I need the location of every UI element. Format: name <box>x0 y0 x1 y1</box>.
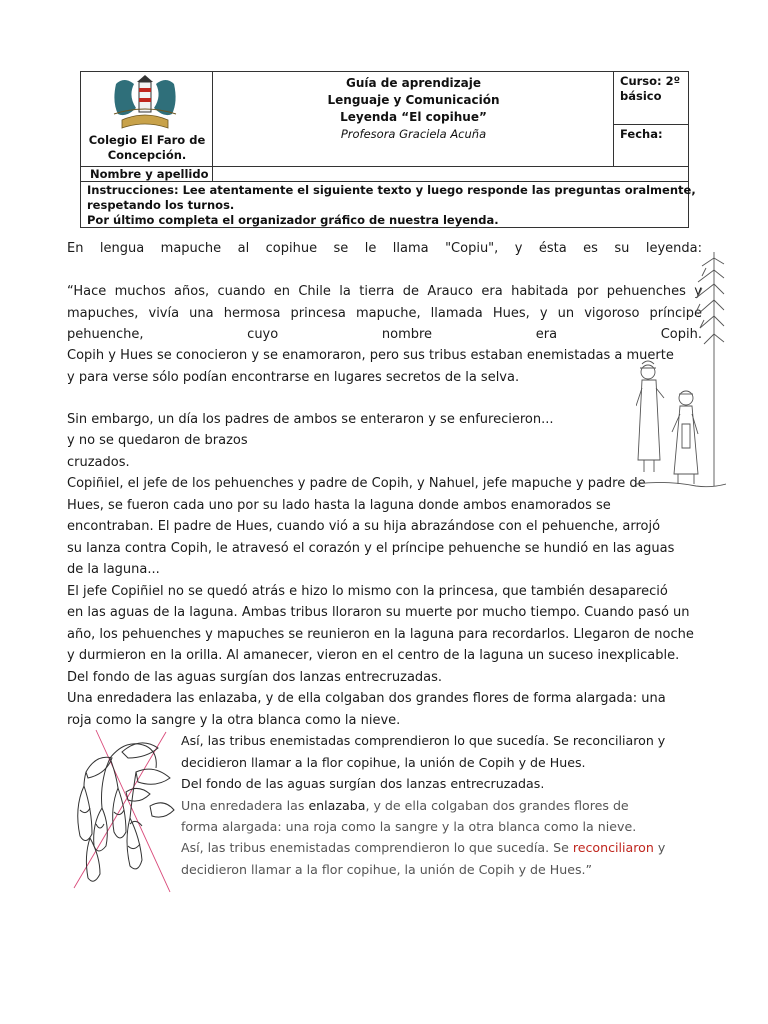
title-line: Leyenda “El copihue” <box>340 110 487 124</box>
tree-and-figures-illustration <box>636 248 726 488</box>
story-line: roja como la sangre y la otra blanca como la nieve. <box>67 713 401 728</box>
course-line: Curso: 2º <box>620 74 681 88</box>
divider <box>212 71 213 167</box>
story-line: decidieron llamar a la flor copihue, la unión de Copih y de Hues.” <box>181 862 593 877</box>
story-line: Del fondo de las aguas surgían dos lanzas entrecruzadas. <box>67 670 443 685</box>
divider <box>212 166 213 181</box>
school-logo <box>110 74 180 132</box>
instructions-line: respetando los turnos. <box>87 198 235 212</box>
instructions-line: Por último completa el organizador gráfico de nuestra leyenda. <box>87 213 499 227</box>
text-span: Así, las tribus enemistadas comprendieron lo que sucedía. Se <box>181 840 573 855</box>
instructions <box>87 183 696 228</box>
story-line: y durmieron en la orilla. Al amanecer, vieron en el centro de la laguna un suceso inexplicable. <box>67 648 680 663</box>
story-line: Del fondo de las aguas surgían dos lanzas entrecruzadas. <box>181 776 545 791</box>
school-name-line: Colegio El Faro de <box>88 133 206 147</box>
text-span: enlazaba <box>308 798 366 813</box>
text-span: Una enredadera las <box>181 798 309 813</box>
story-line: mapuches, vivía una hermosa princesa mapuche, llamada Hues, y un vigoroso príncipe <box>67 306 702 321</box>
highlighted-word: reconciliaron <box>572 840 654 855</box>
course-label <box>620 74 686 104</box>
teacher-name: Profesora Graciela Acuña <box>340 127 487 141</box>
story-line: y para verse sólo podían encontrarse en lugares secretos de la selva. <box>67 370 520 385</box>
date-label: Fecha: <box>620 127 663 141</box>
story-line <box>181 798 629 813</box>
story-line: Copiñiel, el jefe de los pehuenches y padre de Copih, y Nahuel, jefe mapuche y padre de <box>67 476 646 491</box>
story-line: Una enredadera las enlazaba, y de ella colgaban dos grandes flores de forma alargada: una <box>67 691 666 706</box>
story-line: cruzados. <box>67 455 130 470</box>
text-span: y <box>653 840 666 855</box>
title-line: Guía de aprendizaje <box>345 76 481 90</box>
story-line: Copih y Hues se conocieron y se enamoraron, pero sus tribus estaban enemistadas a muerte <box>67 348 674 363</box>
course-line: básico <box>620 89 662 103</box>
copihue-flower-illustration <box>66 728 178 894</box>
story-line: decidieron llamar a la flor copihue, la unión de Copih y de Hues. <box>181 755 586 770</box>
story-line: Sin embargo, un día los padres de ambos se enteraron y se enfurecieron... <box>67 412 554 427</box>
story-line: Hues, se fueron cada uno por su lado hasta la laguna donde ambos enamorados se <box>67 498 611 513</box>
story-line: y no se quedaron de brazos <box>67 433 248 448</box>
story-line: “Hace muchos años, cuando en Chile la tierra de Arauco era habitada por pehuenches y <box>67 284 702 299</box>
story-line: pehuenche, cuyo nombre era Copih. <box>67 327 702 342</box>
divider <box>613 124 689 125</box>
story-line: Así, las tribus enemistadas comprendieron lo que sucedía. Se reconciliaron y <box>181 733 666 748</box>
story-line: año, los pehuenches y mapuches se reunieron en la laguna para recordarlos. Llegaron de noche <box>67 627 694 642</box>
name-label: Nombre y apellido <box>90 167 209 181</box>
story-line: de la laguna... <box>67 562 160 577</box>
divider <box>613 71 614 167</box>
story-intro: En lengua mapuche al copihue se le llama "Copiu", y ésta es su leyenda: <box>67 241 702 256</box>
school-name-line: Concepción. <box>107 148 187 162</box>
story-line <box>181 840 665 855</box>
title-line: Lenguaje y Comunicación <box>327 93 500 107</box>
story-line: en las aguas de la laguna. Ambas tribus lloraron su muerte por mucho tiempo. Cuando pasó un <box>67 605 690 620</box>
story-line: su lanza contra Copih, le atravesó el corazón y el príncipe pehuenche se hundió en las aguas <box>67 541 675 556</box>
guide-title <box>214 75 613 143</box>
divider <box>80 181 689 182</box>
text-span: , y de ella colgaban dos grandes flores de <box>365 798 629 813</box>
story-line: El jefe Copiñiel no se quedó atrás e hizo lo mismo con la princesa, que también desapareció <box>67 584 668 599</box>
school-name <box>83 133 211 163</box>
story-line: encontraban. El padre de Hues, cuando vió a su hija abrazándose con el pehuenche, arrojó <box>67 519 661 534</box>
instructions-line: Instrucciones: Lee atentamente el siguiente texto y luego responde las preguntas oralmente, <box>87 183 696 197</box>
story-line: forma alargada: una roja como la sangre y la otra blanca como la nieve. <box>181 819 637 834</box>
